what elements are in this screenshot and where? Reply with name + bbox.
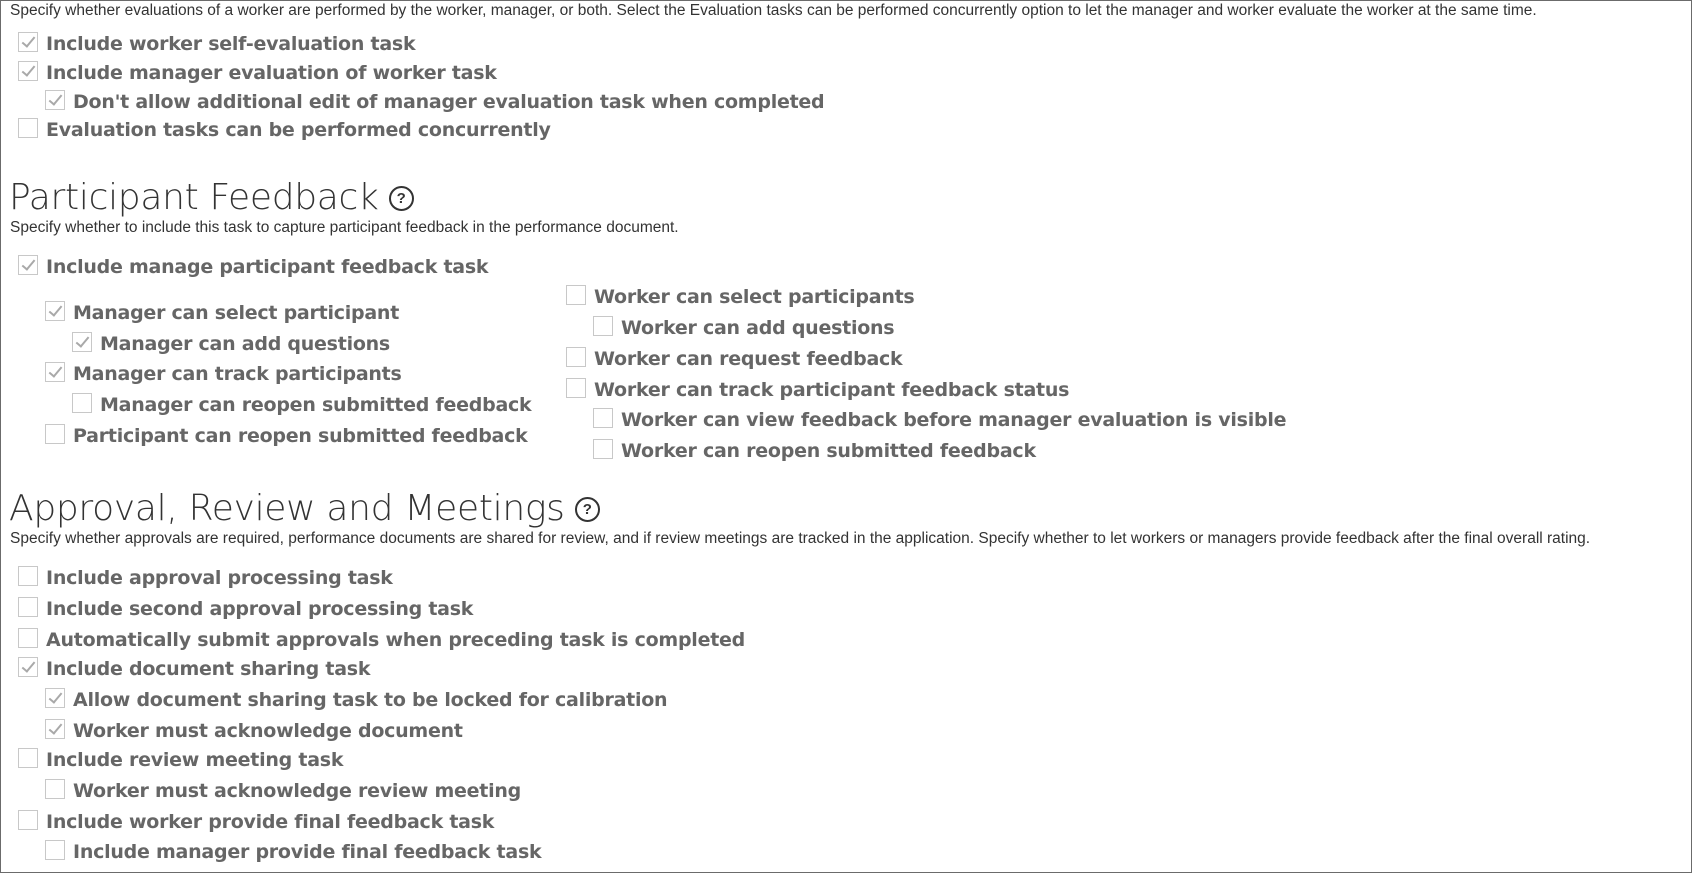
checkbox-icon[interactable]: [18, 597, 38, 617]
checkbox-icon[interactable]: [45, 90, 65, 110]
concurrent-evaluation-checkbox[interactable]: [18, 117, 551, 143]
worker-add-questions-checkbox[interactable]: [593, 315, 894, 341]
checkbox-label: Include worker provide final feedback task: [46, 811, 495, 833]
checkbox-label: Manager can select participant: [73, 302, 400, 324]
approval-processing-checkbox[interactable]: [18, 565, 393, 591]
worker-select-participants-checkbox[interactable]: [566, 284, 914, 310]
manager-add-questions-checkbox[interactable]: [72, 331, 390, 357]
checkbox-label: Allow document sharing task to be locked for calibration: [73, 689, 668, 711]
help-circle-icon[interactable]: ?: [575, 497, 600, 522]
lock-for-calibration-checkbox[interactable]: [45, 687, 667, 713]
checkbox-icon[interactable]: [566, 347, 586, 367]
checkbox-label: Manager can reopen submitted feedback: [100, 394, 532, 416]
checkbox-icon[interactable]: [45, 719, 65, 739]
participant-feedback-heading: [9, 177, 414, 219]
checkbox-icon[interactable]: [593, 439, 613, 459]
checkbox-icon[interactable]: [18, 628, 38, 648]
document-sharing-checkbox[interactable]: [18, 656, 370, 682]
checkbox-icon[interactable]: [72, 393, 92, 413]
section-title: Participant Feedback: [9, 177, 379, 218]
checkbox-label: Include document sharing task: [46, 658, 371, 680]
checkbox-label: Include approval processing task: [46, 567, 393, 589]
checkbox-icon[interactable]: [72, 332, 92, 352]
checkbox-icon[interactable]: [45, 779, 65, 799]
checkbox-label: Include worker self-evaluation task: [46, 33, 416, 55]
checkbox-icon[interactable]: [18, 255, 38, 275]
checkbox-label: Manager can add questions: [100, 333, 390, 355]
checkbox-label: Participant can reopen submitted feedback: [73, 425, 528, 447]
checkbox-label: Include manage participant feedback task: [46, 256, 489, 278]
checkbox-label: Worker can reopen submitted feedback: [621, 440, 1036, 462]
checkbox-icon[interactable]: [18, 566, 38, 586]
checkbox-label: Worker must acknowledge document: [73, 720, 463, 742]
checkbox-label: Worker can select participants: [594, 286, 915, 308]
help-circle-icon[interactable]: ?: [389, 186, 414, 211]
checkbox-label: Evaluation tasks can be performed concurrently: [46, 119, 551, 141]
checkbox-label: Manager can track participants: [73, 363, 402, 385]
checkbox-icon[interactable]: [593, 316, 613, 336]
checkbox-icon[interactable]: [566, 378, 586, 398]
checkbox-label: Worker can add questions: [621, 317, 895, 339]
section-title: Approval, Review and Meetings: [9, 488, 565, 529]
approval-description: Specify whether approvals are required, performance documents are shared for review, and if review meetings are tracked in the application. Specify whether to let workers or managers provide feedback after the final overall rating.: [10, 530, 1591, 547]
manager-select-participant-checkbox[interactable]: [45, 300, 399, 326]
checkbox-icon[interactable]: [18, 748, 38, 768]
checkbox-label: Automatically submit approvals when preceding task is completed: [46, 629, 746, 651]
manage-participant-feedback-checkbox[interactable]: [18, 254, 488, 280]
manager-reopen-feedback-checkbox[interactable]: [72, 392, 531, 418]
checkbox-label: Include review meeting task: [46, 749, 344, 771]
worker-track-status-checkbox[interactable]: [566, 377, 1069, 403]
worker-self-evaluation-checkbox[interactable]: [18, 31, 415, 57]
checkbox-icon[interactable]: [18, 118, 38, 138]
checkbox-icon[interactable]: [45, 688, 65, 708]
checkbox-icon[interactable]: [566, 285, 586, 305]
checkbox-icon[interactable]: [593, 408, 613, 428]
participant-reopen-feedback-checkbox[interactable]: [45, 423, 528, 449]
worker-view-feedback-checkbox[interactable]: [593, 407, 1286, 433]
checkbox-icon[interactable]: [18, 61, 38, 81]
checkbox-label: Worker can request feedback: [594, 348, 903, 370]
checkbox-icon[interactable]: [45, 424, 65, 444]
manager-track-participants-checkbox[interactable]: [45, 361, 402, 387]
checkbox-label: Include second approval processing task: [46, 598, 474, 620]
evaluations-description: Specify whether evaluations of a worker are performed by the worker, manager, or both. Select the Evaluation tasks can be performed concurrently option to let the manager and worker evaluate the worker at the same time.: [10, 2, 1537, 19]
second-approval-checkbox[interactable]: [18, 596, 473, 622]
checkbox-label: Worker must acknowledge review meeting: [73, 780, 521, 802]
acknowledge-review-meeting-checkbox[interactable]: [45, 778, 521, 804]
checkbox-label: Worker can view feedback before manager evaluation is visible: [621, 409, 1287, 431]
manager-final-feedback-checkbox[interactable]: [45, 839, 541, 865]
checkbox-icon[interactable]: [18, 32, 38, 52]
checkbox-icon[interactable]: [18, 657, 38, 677]
checkbox-label: Include manager evaluation of worker task: [46, 62, 497, 84]
approval-heading: [9, 488, 600, 530]
checkbox-icon[interactable]: [18, 810, 38, 830]
acknowledge-document-checkbox[interactable]: [45, 718, 463, 744]
review-meeting-checkbox[interactable]: [18, 747, 343, 773]
auto-submit-approvals-checkbox[interactable]: [18, 627, 745, 653]
checkbox-icon[interactable]: [45, 301, 65, 321]
worker-request-feedback-checkbox[interactable]: [566, 346, 902, 372]
participant-feedback-description: Specify whether to include this task to capture participant feedback in the performance document.: [10, 219, 679, 236]
worker-reopen-feedback-checkbox[interactable]: [593, 438, 1036, 464]
checkbox-icon[interactable]: [45, 362, 65, 382]
no-additional-edit-checkbox[interactable]: [45, 89, 824, 115]
checkbox-icon[interactable]: [45, 840, 65, 860]
checkbox-label: Worker can track participant feedback status: [594, 379, 1070, 401]
manager-evaluation-checkbox[interactable]: [18, 60, 497, 86]
checkbox-label: Don't allow additional edit of manager evaluation task when completed: [73, 91, 825, 113]
worker-final-feedback-checkbox[interactable]: [18, 809, 494, 835]
checkbox-label: Include manager provide final feedback task: [73, 841, 542, 863]
